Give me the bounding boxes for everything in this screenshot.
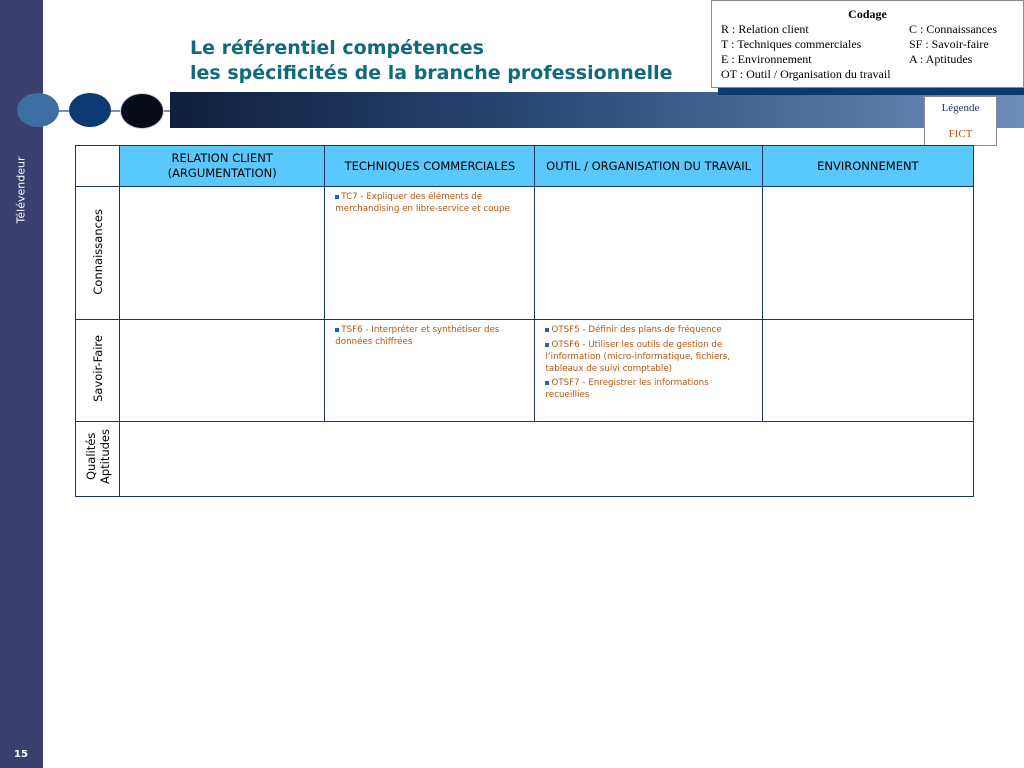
codage-right-3: A : Aptitudes bbox=[909, 52, 973, 66]
competence-text: TC7 - Expliquer des éléments de merchandising en libre-service et coupe bbox=[335, 192, 510, 214]
legende-title: Légende bbox=[941, 102, 980, 114]
table-row bbox=[76, 320, 974, 421]
codage-left-2: T : Techniques commerciales bbox=[721, 37, 862, 51]
table-cell bbox=[325, 187, 535, 320]
competence-table bbox=[75, 145, 974, 497]
header-techniques-commerciales: TECHNIQUES COMMERCIALES bbox=[325, 146, 535, 187]
competence-text: OTSF5 - Définir des plans de fréquence bbox=[551, 325, 722, 336]
bullet-icon bbox=[545, 328, 549, 332]
legende-box bbox=[924, 96, 997, 146]
table-cell bbox=[535, 187, 762, 320]
competence-text: OTSF6 - Utiliser les outils de gestion de l’information (micro-informatique, fichiers, tableaux de suivi comptable) bbox=[545, 340, 731, 374]
table-cell bbox=[325, 320, 535, 421]
codage-left-4: OT : Outil / Organisation du travail bbox=[721, 67, 891, 81]
title-line-1: Le référentiel compétences bbox=[190, 37, 484, 59]
table-cell bbox=[535, 320, 762, 421]
competence-text: TSF6 - Interpréter et synthétiser des données chiffrées bbox=[335, 325, 500, 348]
bullet-icon bbox=[545, 343, 549, 347]
table-cell bbox=[762, 187, 973, 320]
codage-left-1: R : Relation client bbox=[721, 22, 809, 36]
codage-right-2: SF : Savoir-faire bbox=[909, 37, 989, 51]
codage-shadow bbox=[718, 88, 1024, 95]
corner-cell bbox=[76, 146, 120, 187]
row-label-connaissances bbox=[76, 187, 120, 320]
legende-code: FICT bbox=[948, 128, 973, 140]
table-cell bbox=[120, 320, 325, 421]
codage-title: Codage bbox=[848, 7, 887, 21]
competence-item bbox=[545, 325, 751, 337]
page-number: 15 bbox=[14, 749, 28, 760]
header-relation-client: RELATION CLIENT (ARGUMENTATION) bbox=[120, 146, 325, 187]
decor-circle-2 bbox=[69, 93, 111, 127]
table-cell bbox=[120, 187, 325, 320]
row-label-line-1: Qualités bbox=[83, 433, 98, 481]
codage-right-1: C : Connaissances bbox=[909, 22, 997, 36]
competence-item bbox=[545, 340, 751, 375]
table-cell bbox=[762, 320, 973, 421]
table-header-row bbox=[76, 146, 974, 187]
header-outil-organisation: OUTIL / ORGANISATION DU TRAVAIL bbox=[535, 146, 762, 187]
bullet-icon bbox=[335, 195, 339, 199]
row-label-text bbox=[84, 429, 112, 484]
row-label-text: Savoir-Faire bbox=[90, 335, 105, 403]
table-row bbox=[76, 187, 974, 320]
decor-circle-3 bbox=[120, 93, 164, 129]
title-line-2: les spécificités de la branche professionnelle bbox=[190, 62, 673, 84]
sidebar-label: Télévendeur bbox=[14, 156, 28, 224]
table-row bbox=[76, 421, 974, 496]
header-environnement: ENVIRONNEMENT bbox=[762, 146, 973, 187]
row-label-line-2: Aptitudes bbox=[97, 429, 112, 485]
table-cell-merged bbox=[120, 421, 974, 496]
competence-item bbox=[545, 378, 751, 401]
competence-text: OTSF7 - Enregistrer les informations recueillies bbox=[545, 378, 709, 400]
competence-item bbox=[335, 192, 524, 215]
bullet-icon bbox=[335, 328, 339, 332]
row-label-text: Connaissances bbox=[90, 208, 105, 295]
bullet-icon bbox=[545, 381, 549, 385]
competence-item bbox=[335, 325, 524, 348]
codage-left-3: E : Environnement bbox=[721, 52, 812, 66]
codage-box bbox=[711, 0, 1024, 88]
row-label-savoir-faire bbox=[76, 320, 120, 421]
page-title bbox=[190, 36, 673, 86]
decor-circle-1 bbox=[17, 93, 59, 127]
header-band bbox=[170, 92, 1024, 128]
row-label-qualites-aptitudes bbox=[76, 421, 120, 496]
